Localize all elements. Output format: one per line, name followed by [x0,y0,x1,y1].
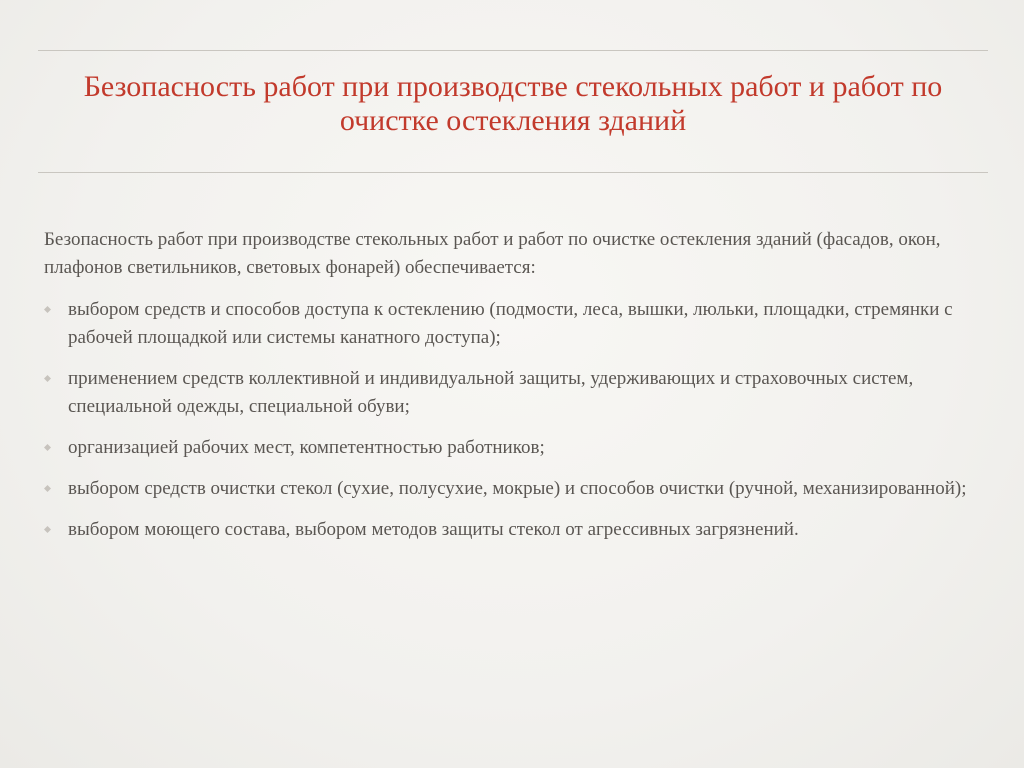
list-item [44,475,988,503]
intro-paragraph: Безопасность работ при производстве стекольных работ и работ по очистке остекления зданий (фасадов, окон, плафонов светильников, световых фонарей) обеспечивается: [44,229,941,278]
diamond-bullet-icon [44,444,51,451]
slide-title: Безопасность работ при производстве стекольных работ и работ по очистке остекления зданий [83,70,943,137]
slide-body [44,226,988,557]
list-item-text: выбором средств и способов доступа к остеклению (подмости, леса, вышки, люльки, площадки, стремянки с рабочей площадкой или системы канатного доступа); [68,299,953,348]
diamond-bullet-icon [44,485,51,492]
list-item [44,434,988,462]
list-item-text: применением средств коллективной и индивидуальной защиты, удерживающих и страховочных систем, специальной одежды, специальной обуви; [68,368,914,417]
list-item-text: выбором моющего состава, выбором методов защиты стекол от агрессивных загрязнений. [68,519,799,540]
list-item [44,296,988,352]
diamond-bullet-icon [44,375,51,382]
list-item [44,516,988,544]
title-bottom-divider [38,172,988,173]
diamond-bullet-icon [44,306,51,313]
title-top-divider [38,50,988,51]
diamond-bullet-icon [44,526,51,533]
list-item-text: организацией рабочих мест, компетентностью работников; [68,437,545,458]
list-item [44,365,988,421]
bullet-list [44,296,988,544]
list-item-text: выбором средств очистки стекол (сухие, полусухие, мокрые) и способов очистки (ручной, механизированной); [68,478,967,499]
